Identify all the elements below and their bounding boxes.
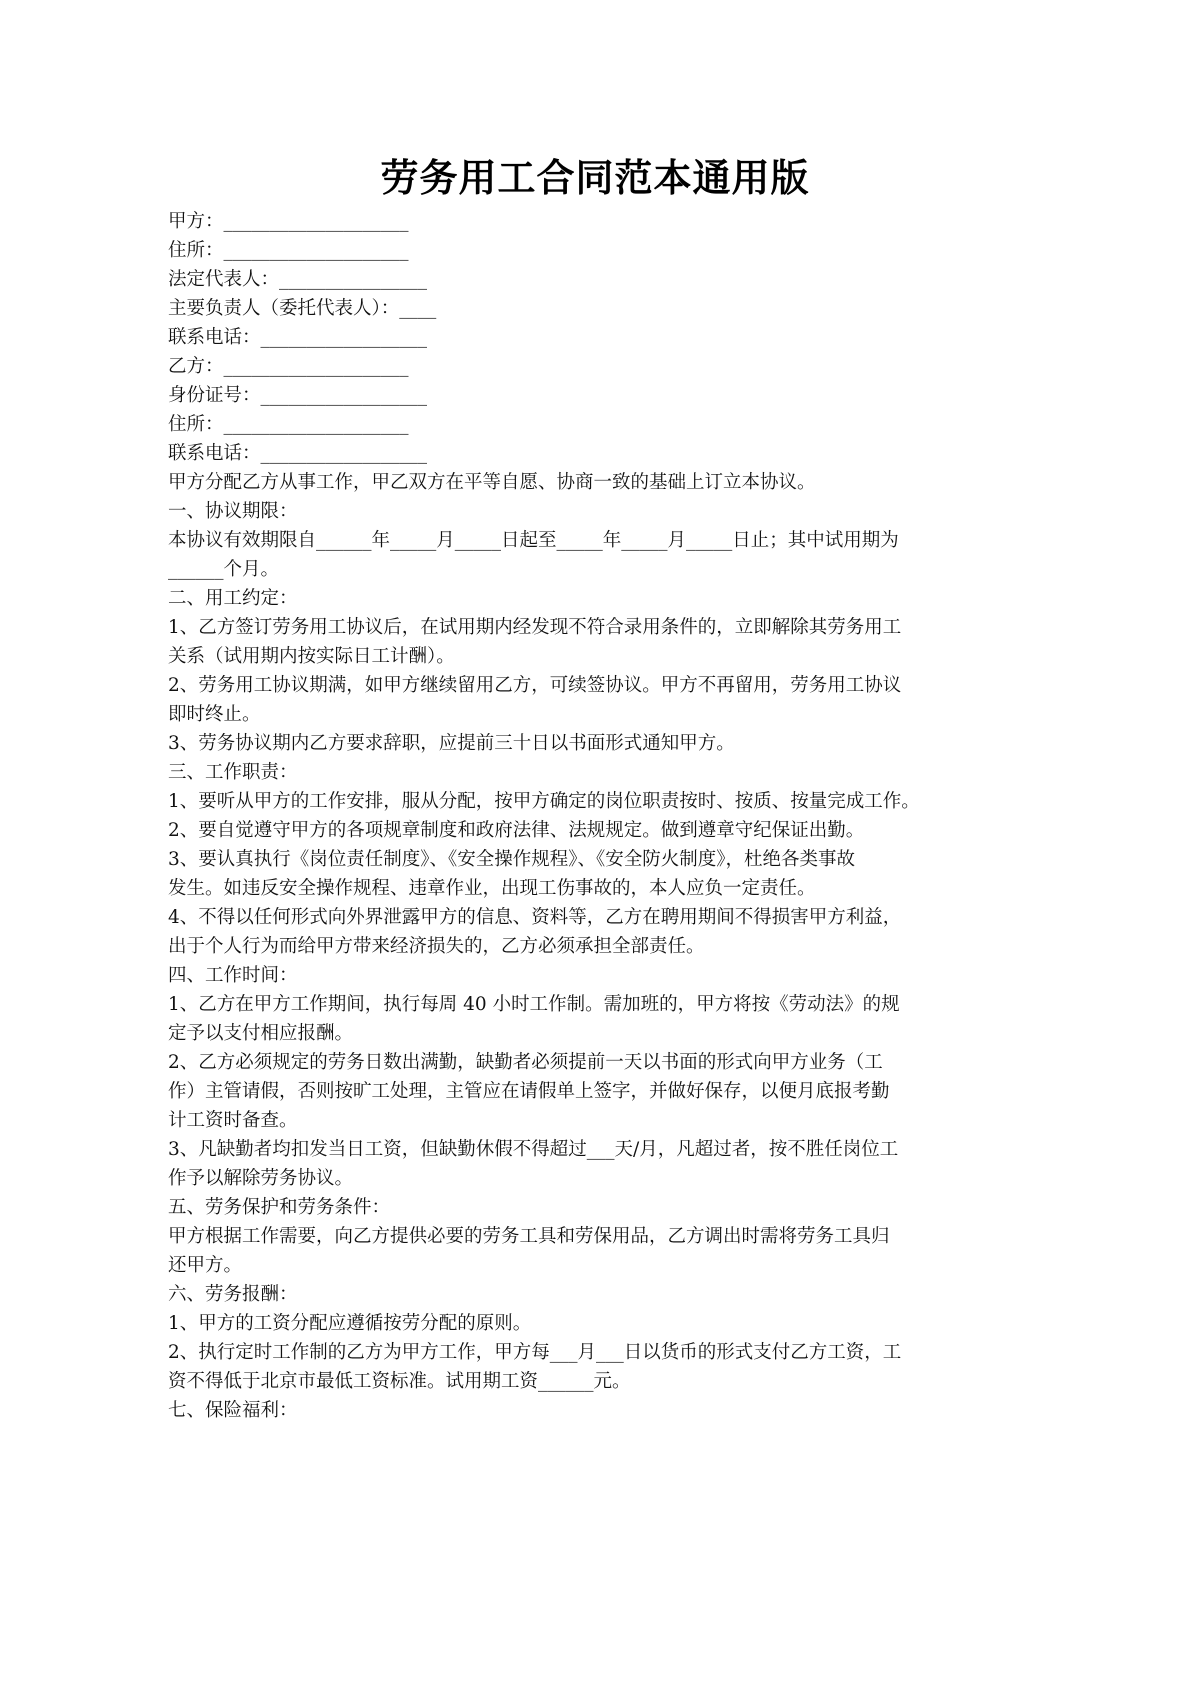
document-line: 计工资时备查。 [168,1110,298,1131]
document-line: 2、要自觉遵守甲方的各项规章制度和政府法律、法规规定。做到遵章守纪保证出勤。 [168,820,865,841]
document-line: 甲方根据工作需要，向乙方提供必要的劳务工具和劳保用品，乙方调出时需将劳务工具归 [168,1226,890,1247]
document-line: 甲方分配乙方从事工作，甲乙双方在平等自愿、协商一致的基础上订立本协议。 [168,472,816,493]
document-line: 身份证号：__________________ [168,385,428,406]
document-line: 3、凡缺勤者均扣发当日工资，但缺勤休假不得超过___天/月，凡超过者，按不胜任岗位工 [168,1139,899,1160]
document-title: 劳务用工合同范本通用版 [380,156,810,200]
document-line: 1、乙方签订劳务用工协议后，在试用期内经发现不符合录用条件的，立即解除其劳务用工 [168,617,902,638]
document-line: 六、劳务报酬： [168,1284,298,1305]
document-line: 2、执行定时工作制的乙方为甲方工作，甲方每___月___日以货币的形式支付乙方工资，工 [168,1342,902,1363]
document-line: 还甲方。 [168,1255,243,1276]
document-line: 3、劳务协议期内乙方要求辞职，应提前三十日以书面形式通知甲方。 [168,733,735,754]
document-line: 主要负责人（委托代表人）：____ [168,298,437,319]
document-line: 七、保险福利： [168,1400,298,1421]
document-line: 定予以支付相应报酬。 [168,1023,354,1044]
document-line: 1、要听从甲方的工作安排，服从分配，按甲方确定的岗位职责按时、按质、按量完成工作。 [168,791,920,812]
document-line: 住所：____________________ [168,414,409,435]
document-line: 1、甲方的工资分配应遵循按劳分配的原则。 [168,1313,532,1334]
document-line: 资不得低于北京市最低工资标准。试用期工资______元。 [168,1371,631,1392]
document-line: 2、乙方必须规定的劳务日数出满勤，缺勤者必须提前一天以书面的形式向甲方业务（工 [168,1052,883,1073]
document-body [168,207,958,1425]
document-line: 作予以解除劳务协议。 [168,1168,354,1189]
document-line: 联系电话：__________________ [168,327,428,348]
document-line: 五、劳务保护和劳务条件： [168,1197,391,1218]
document-line: 三、工作职责： [168,762,298,783]
document-line: 四、工作时间： [168,965,298,986]
document-line: 即时终止。 [168,704,261,725]
document-line: 1、乙方在甲方工作期间，执行每周 40 小时工作制。需加班的，甲方将按《劳动法》的规 [168,994,900,1015]
document-line: 关系（试用期内按实际日工计酬）。 [168,646,455,667]
document-line: 二、用工约定： [168,588,298,609]
document-line: 作）主管请假，否则按旷工处理，主管应在请假单上签字，并做好保存，以便月底报考勤 [168,1081,890,1102]
document-line: 法定代表人：________________ [168,269,428,290]
document-line: 3、要认真执行《岗位责任制度》、《安全操作规程》、《安全防火制度》，杜绝各类事故 [168,849,856,870]
document-line: ______个月。 [168,559,280,580]
document-line: 出于个人行为而给甲方带来经济损失的，乙方必须承担全部责任。 [168,936,705,957]
document-line: 乙方：____________________ [168,356,409,377]
document-line: 4、不得以任何形式向外界泄露甲方的信息、资料等，乙方在聘用期间不得损害甲方利益， [168,907,902,928]
document-line: 一、协议期限： [168,501,298,522]
document-line: 甲方：____________________ [168,211,409,232]
document-line: 2、劳务用工协议期满，如甲方继续留用乙方，可续签协议。甲方不再留用，劳务用工协议 [168,675,902,696]
document-line: 发生。如违反安全操作规程、违章作业，出现工伤事故的，本人应负一定责任。 [168,878,816,899]
document-line: 本协议有效期限自______年_____月_____日起至_____年_____月_____日止；其中试用期为 [168,530,899,551]
document-line: 住所：____________________ [168,240,409,261]
document-line: 联系电话：__________________ [168,443,428,464]
